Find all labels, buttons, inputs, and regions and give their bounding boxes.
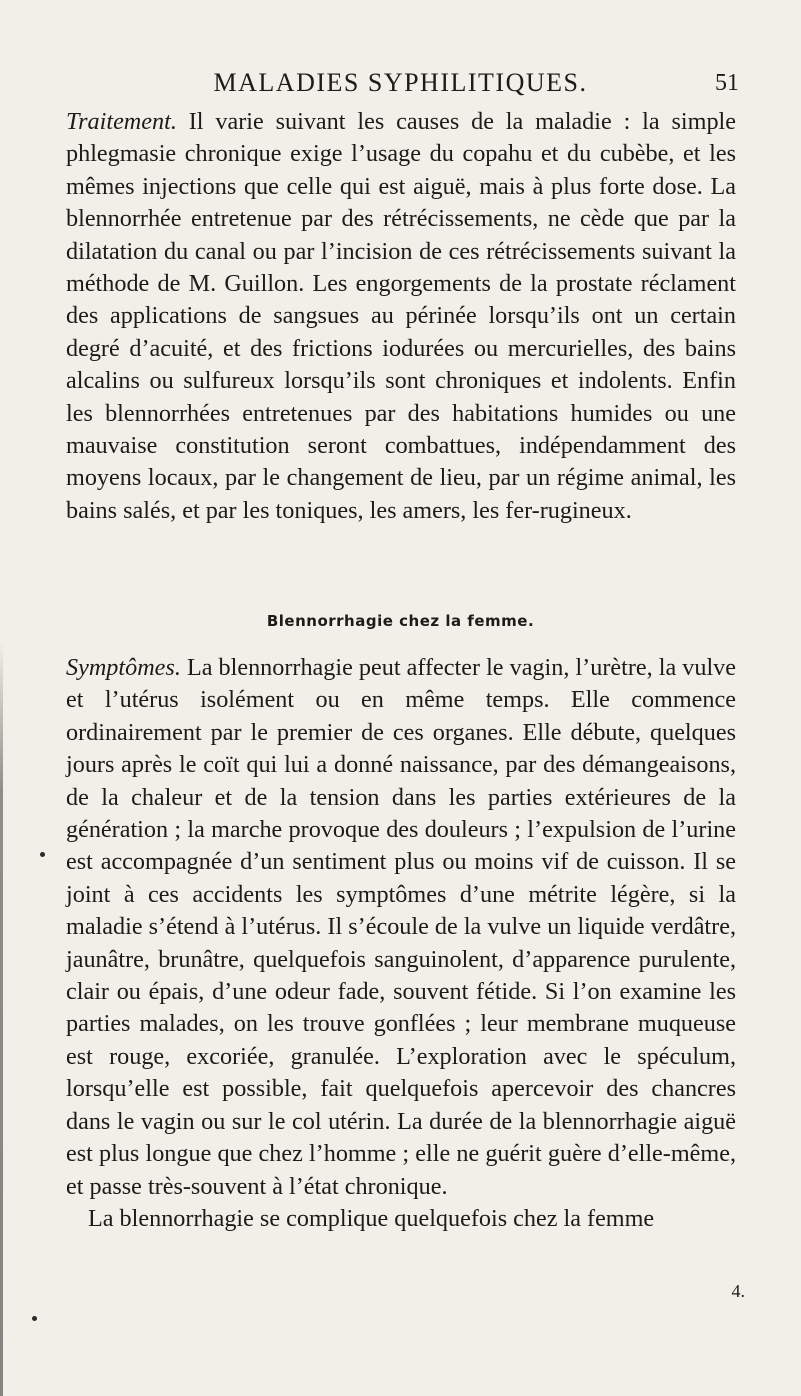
paragraph-complications: La blennorrhagie se complique quelquefois chez la femme xyxy=(88,1204,655,1232)
paragraph-symptoms xyxy=(66,652,736,1235)
page-number: 51 xyxy=(715,70,739,96)
page-header xyxy=(0,68,801,108)
page-edge-shadow xyxy=(0,640,3,1396)
paragraph-lead-symptoms: Symptômes. xyxy=(66,654,181,681)
paragraph-text-treatment: Il varie suivant les causes de la maladie : la simple phlegmasie chronique exige l’usage du copahu et du cubèbe, et les mêmes injections que celle qui est aiguë, mais à plus forte dose. La blennorrhée entretenue par des rétrécissements, ne cède que par la dilatation du canal ou par l’incision de ces rétrécissements suivant la méthode de M. Guillon. Les engorgements de la prostate réclament des applications de sangsues au périnée lorsqu’ils ont un certain degré d’acuité, et des frictions iodurées ou mercurielles, des bains alcalins ou sulfureux lorsqu’ils sont chroniques et indolents. Enfin les blennorrhées entretenues par des habitations humides ou une mauvaise constitution seront combattues, indépendamment des moyens locaux, par le changement de lieu, par un régime animal, les bains salés, et par les toniques, les amers, les fer-rugineux. xyxy=(66,108,736,524)
paragraph-treatment xyxy=(66,106,736,527)
paragraph-lead-treatment: Traitement. xyxy=(66,108,177,135)
running-title: MALADIES SYPHILITIQUES. xyxy=(213,68,588,97)
section-title: Blennorrhagie chez la femme. xyxy=(266,612,535,630)
ink-speck xyxy=(40,852,45,857)
ink-speck xyxy=(32,1316,37,1321)
paragraph-text-symptoms: La blennorrhagie peut affecter le vagin, l’urètre, la vulve et l’utérus isolément ou en même temps. Elle commence ordinairement par le premier de ces organes. Elle débute, quelques jours après le coït qui lui a donné naissance, par des démangeaisons, de la chaleur et de la tension dans les parties extérieures de la génération ; la marche provoque des douleurs ; l’expulsion de l’urine est accompagnée d’un sentiment plus ou moins vif de cuisson. Il se joint à ces accidents les symptômes d’une métrite légère, si la maladie s’étend à l’utérus. Il s’écoule de la vulve un liquide verdâtre, jaunâtre, brunâtre, quelquefois sanguinolent, d’apparence purulente, clair ou épais, d’une odeur fade, souvent fétide. Si l’on examine les parties malades, on les trouve gonflées ; leur membrane muqueuse est rouge, excoriée, granulée. L’exploration avec le spéculum, lorsqu’elle est possible, fait quelquefois apercevoir des chancres dans le vagin ou sur le col utérin. La durée de la blennorrhagie aiguë est plus longue que chez l’homme ; elle ne guérit guère d’elle-même, et passe très-souvent à l’état chronique. xyxy=(66,654,736,1200)
signature-mark: 4. xyxy=(731,1281,745,1301)
